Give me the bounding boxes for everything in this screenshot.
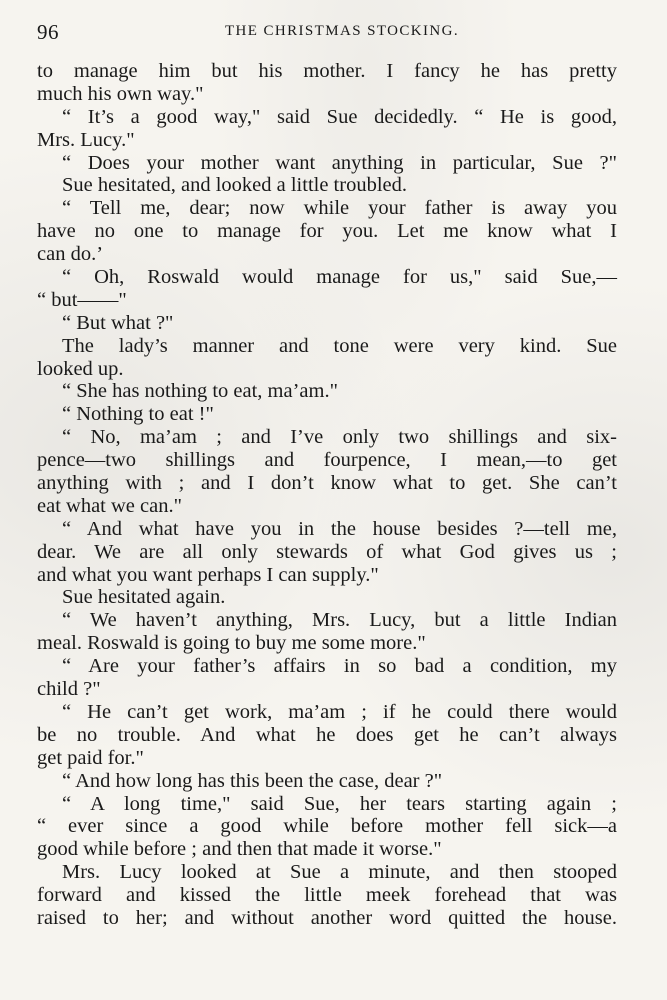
- text-line: “ Oh, Roswald would manage for us," said Sue,—: [62, 266, 617, 289]
- text-line: “ Nothing to eat !": [62, 403, 214, 426]
- text-line: meal. Roswald is going to buy me some more.": [37, 632, 426, 655]
- text-line: “ Tell me, dear; now while your father is away you: [62, 197, 617, 220]
- text-line: “ And what have you in the house besides ?—tell me,: [62, 517, 617, 540]
- page-header: [37, 20, 617, 46]
- text-line: get paid for.": [37, 746, 144, 769]
- text-line: “ But what ?": [62, 311, 174, 334]
- text-line: “ but——": [37, 288, 127, 311]
- text-line: good while before ; and then that made it worse.": [37, 838, 442, 861]
- text-line: “ He can’t get work, ma’am ; if he could there would: [62, 700, 617, 723]
- text-line: looked up.: [37, 357, 124, 380]
- text-line: Sue hesitated, and looked a little troubled.: [62, 174, 407, 197]
- text-line: much his own way.": [37, 82, 204, 105]
- text-line: “ Does your mother want anything in particular, Sue ?": [62, 151, 617, 174]
- text-line: pence—two shillings and fourpence, I mean,—to get: [37, 449, 617, 472]
- text-line: have no one to manage for you. Let me know what I: [37, 220, 617, 243]
- text-line: forward and kissed the little meek forehead that was: [37, 884, 617, 907]
- text-line: Sue hesitated again.: [62, 586, 226, 609]
- text-line: “ We haven’t anything, Mrs. Lucy, but a little Indian: [62, 609, 617, 632]
- text-line: and what you want perhaps I can supply.": [37, 563, 379, 586]
- text-line: can do.’: [37, 243, 104, 266]
- text-line: Mrs. Lucy looked at Sue a minute, and then stooped: [62, 861, 617, 884]
- text-line: The lady’s manner and tone were very kind. Sue: [62, 334, 617, 357]
- text-line: dear. We are all only stewards of what God gives us ;: [37, 540, 617, 563]
- text-line: Mrs. Lucy.": [37, 128, 135, 151]
- running-head: THE CHRISTMAS STOCKING.: [224, 23, 460, 39]
- text-line: “ ever since a good while before mother fell sick—a: [37, 815, 617, 838]
- text-line: eat what we can.": [37, 494, 182, 517]
- body-text: [37, 60, 617, 930]
- page-number: 96: [37, 20, 59, 44]
- text-line: raised to her; and without another word quitted the house.: [37, 906, 617, 929]
- text-line: “ A long time," said Sue, her tears starting again ;: [62, 792, 617, 815]
- text-line: “ No, ma’am ; and I’ve only two shillings and six-: [62, 426, 617, 449]
- text-line: be no trouble. And what he does get he can’t always: [37, 723, 617, 746]
- text-line: to manage him but his mother. I fancy he has pretty: [37, 60, 617, 82]
- text-line: child ?": [37, 678, 101, 701]
- text-line: “ She has nothing to eat, ma’am.": [62, 380, 338, 403]
- text-line: anything with ; and I don’t know what to get. She can’t: [37, 472, 617, 495]
- text-line: “ Are your father’s affairs in so bad a condition, my: [62, 655, 617, 678]
- text-line: “ And how long has this been the case, dear ?": [62, 769, 443, 792]
- text-line: “ It’s a good way," said Sue decidedly. “ He is good,: [62, 105, 617, 128]
